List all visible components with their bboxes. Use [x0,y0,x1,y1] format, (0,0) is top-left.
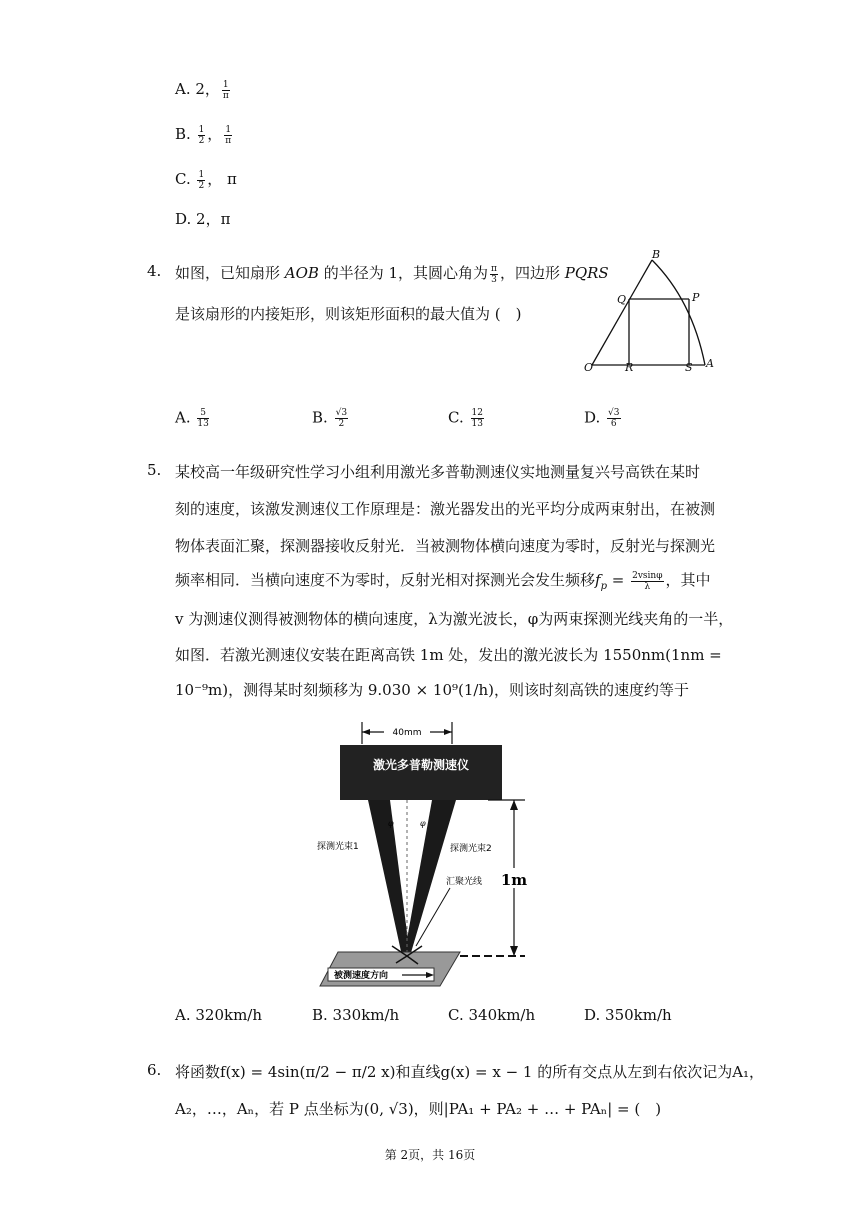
q4-option-d: D. $\frac{√3}{6}$ [584,408,620,429]
phi-label-right: φ [420,819,426,828]
beam-2-label: 探测光束2 [450,844,492,854]
q6-text-line1: 将函数f(x) = 4sin(π/2 − π/2 x)和直线g(x) = x − 1 的所有交点从左到右依次记为A₁， [175,1063,765,1081]
q5-text-line1: 某校高一年级研究性学习小组利用激光多普勒测速仪实地测量复兴号高铁在某时 [175,463,701,481]
figure-label-a: A [706,357,714,370]
figure-label-s: S [685,361,693,374]
converge-label: 汇聚光线 [446,877,483,887]
q5-text-line7: 10⁻⁹m)，测得某时刻频移为 9.030 × 10⁹(1/h)，则该时刻高铁的速度约等于 [175,681,689,699]
figure-label-o: O [584,361,594,374]
page-footer: 第 2页，共 16页 [384,1148,476,1162]
q3-option-a-fraction: $\frac{1}{\pi}$ [222,79,229,101]
q5-number: 5. [147,461,162,479]
q5-option-c: C. 340km/h [448,1006,536,1024]
beam-1-label: 探测光束1 [317,842,359,852]
q5-option-d: D. 350km/h [584,1006,672,1024]
q4-option-a: A. $\frac{5}{13}$ [175,408,209,429]
q6-text-line2: A₂，…，Aₙ，若 P 点坐标为(0, √3)，则|PA₁ + PA₂ + … + PAₙ| = ( ) [175,1100,662,1118]
q3-option-c: C. $\frac{1}{2}$ ， π [175,169,237,191]
q5-text-line6: 如图．若激光测速仪安装在距离高铁 1m 处，发出的激光波长为 1550nm(1nm = [175,646,722,664]
figure-label-p: P [692,291,700,304]
direction-label: 被测速度方向 [334,971,389,981]
device-box [340,745,502,800]
distance-label: 1m [500,871,528,889]
q5-text-line2: 刻的速度，该激发测速仪工作原理是：激光器发出的光平均分成两束射出，在被测 [175,500,716,518]
q3-option-a: A. 2， $\frac{1}{\pi}$ [175,79,229,101]
q5-text-line5: v 为测速仪测得被测物体的横向速度，λ为激光波长，φ为两束探测光线夹角的一半， [175,610,734,628]
q5-option-b: B. 330km/h [312,1006,400,1024]
figure-label-r: R [625,361,634,374]
q5-frequency-fraction: $\frac{2vsin\varphi}{\lambda}$ [632,570,663,592]
q4-angle-fraction: $\frac{\pi}{3}$ [491,263,497,285]
q6-number: 6. [147,1061,162,1079]
figure-label-b: B [652,248,661,261]
q4-number: 4. [147,262,162,280]
figure-label-q: Q [617,293,627,306]
q5-option-a: A. 320km/h [175,1006,263,1024]
q4-option-b: B. $\frac{√3}{2}$ [312,408,348,429]
q3-option-d: D. 2，π [175,210,231,228]
q4-sector-figure [580,245,720,375]
device-label: 激光多普勒测速仪 [372,758,470,772]
q5-text-line3: 物体表面汇聚，探测器接收反射光．当被测物体横向速度为零时，反射光与探测光 [175,537,716,555]
q4-text-line1: 如图，已知扇形 AOB 的半径为 1，其圆心角为 $\frac{\pi}{3}$ ，四边形 PQRS [175,263,609,285]
phi-label-left: φ [388,819,394,828]
q5-text-line4: 频率相同．当横向速度不为零时，反射光相对探测光会发生频移$f_p$ = $\frac{2vsin\varphi}{\lambda}$ ，其中 [175,570,711,592]
q4-option-c: C. $\frac{12}{13}$ [448,408,483,429]
q4-text-line2: 是该扇形的内接矩形，则该矩形面积的最大值为 ( ) [175,305,522,323]
width-label: 40mm [392,728,422,738]
laser-doppler-figure [310,718,540,990]
q3-option-b: B. $\frac{1}{2}$ ， $\frac{1}{\pi}$ [175,124,232,146]
